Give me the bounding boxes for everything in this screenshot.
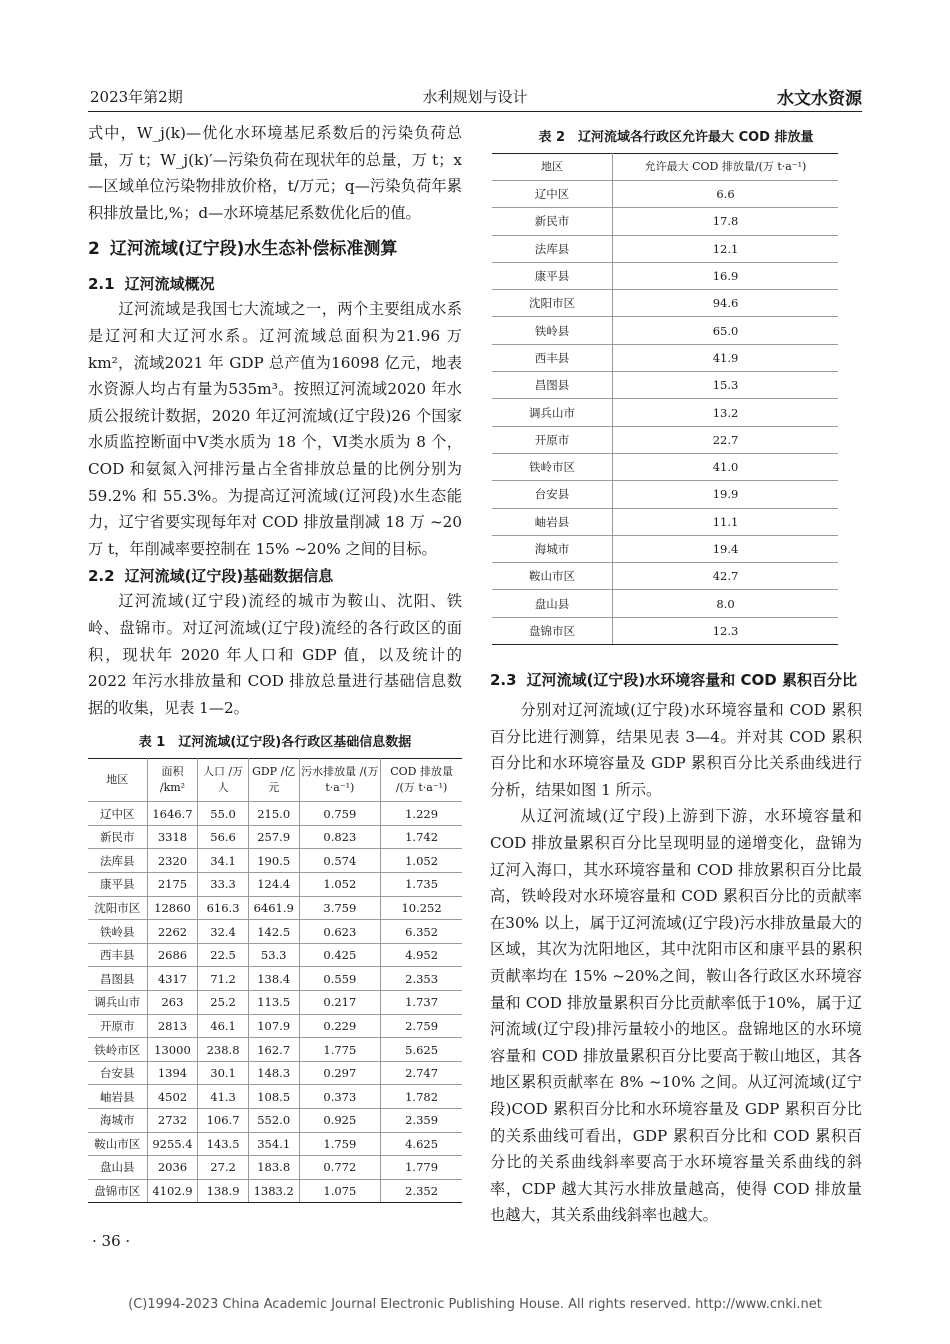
table1-cell: 13000 [147, 1038, 198, 1062]
table2-row [492, 617, 838, 644]
table1-cell: 1.229 [381, 802, 462, 826]
table1-cell: 3.759 [299, 896, 381, 920]
table2-row [492, 563, 838, 590]
table1-cell: 10.252 [381, 896, 462, 920]
table2-row [492, 535, 838, 562]
table1-cell: 6461.9 [248, 896, 299, 920]
section-2-1-paragraph: 辽河流域是我国七大流域之一，两个主要组成水系是辽河和大辽河水系。辽河流域总面积为21.96 万 km²，流域2021 年 GDP 总产值为16098 亿元，地表水资源人均占有量为535m³。按照辽河流域2020 年水质公报统计数据，2020 年辽河流域(辽宁段)26 个国家水质监控断面中Ⅴ类水质为 18 个，Ⅵ类水质为 8 个，COD 和氨氮入河排污量占全省排放总量的比例分别为 59.2% 和 55.3%。为提高辽河流域(辽河段)水生态能力，辽宁省要实现每年对 COD 排放量削减 18 万 ~20 万 t，年削减率要控制在 15% ~20% 之间的目标。 [88, 300, 462, 558]
table1-cell: 0.425 [299, 943, 381, 967]
table1-cell: 0.297 [299, 1061, 381, 1085]
table2-cell: 19.9 [613, 481, 839, 508]
table2-cell: 盘山县 [492, 590, 613, 617]
table1-cell: 0.373 [299, 1085, 381, 1109]
table1-cell: 616.3 [198, 896, 249, 920]
table2-cell: 16.9 [613, 262, 839, 289]
table2-cell: 调兵山市 [492, 399, 613, 426]
table2-cell: 8.0 [613, 590, 839, 617]
table1-cell: 53.3 [248, 943, 299, 967]
table2-cell: 94.6 [613, 290, 839, 317]
table2-cell: 开原市 [492, 426, 613, 453]
table1-cell: 2036 [147, 1156, 198, 1180]
table2-row [492, 399, 838, 426]
table1-cell: 3318 [147, 825, 198, 849]
table1-cell: 138.9 [198, 1179, 249, 1203]
table1-row [88, 873, 462, 897]
table1-cell: 盘锦市区 [88, 1179, 147, 1203]
table1-cell: 铁岭县 [88, 920, 147, 944]
table2-row [492, 508, 838, 535]
table1-cell: 4502 [147, 1085, 198, 1109]
table2-cell: 盘锦市区 [492, 617, 613, 644]
table2-cell: 17.8 [613, 208, 839, 235]
table1-cell: 215.0 [248, 802, 299, 826]
table1-cell: 55.0 [198, 802, 249, 826]
right-column [490, 120, 862, 1229]
table2-cell: 康平县 [492, 262, 613, 289]
table1-cell: 1394 [147, 1061, 198, 1085]
table-1 [88, 758, 462, 1203]
section-2-2-heading [88, 564, 462, 588]
table-1-caption: 表 1 辽河流域(辽宁段)各行政区基础信息数据 [138, 735, 412, 751]
table2-cell: 沈阳市区 [492, 290, 613, 317]
table1-cell: 1.742 [381, 825, 462, 849]
table1-cell: 康平县 [88, 873, 147, 897]
section-2-number: 2 [88, 239, 100, 260]
table1-cell: 124.4 [248, 873, 299, 897]
journal-issue: 2023年第2期 [90, 88, 183, 106]
table1-cell: 552.0 [248, 1109, 299, 1133]
section-2-1-number: 2.1 [88, 275, 115, 294]
table1-cell: 1.779 [381, 1156, 462, 1180]
table1-cell: 1.052 [299, 873, 381, 897]
page-number: · 36 · [92, 1232, 131, 1250]
table-1-header-row [88, 759, 462, 802]
table2-row [492, 453, 838, 480]
section-label: 水文水资源 [777, 89, 862, 109]
table2-cell: 6.6 [613, 181, 839, 208]
table2-row [492, 235, 838, 262]
table1-cell: 铁岭市区 [88, 1038, 147, 1062]
table1-cell: 2686 [147, 943, 198, 967]
table1-cell: 2175 [147, 873, 198, 897]
table-1-header-cell: GDP /亿元 [248, 759, 299, 802]
table2-cell: 新民市 [492, 208, 613, 235]
table1-cell: 调兵山市 [88, 991, 147, 1015]
table1-cell: 5.625 [381, 1038, 462, 1062]
table2-cell: 12.1 [613, 235, 839, 262]
table2-cell: 41.0 [613, 453, 839, 480]
section-2-2-title: 辽河流域(辽宁段)基础数据信息 [124, 567, 334, 586]
section-2-1-title: 辽河流域概况 [124, 275, 215, 294]
section-2-3-paragraph-2: 从辽河流域(辽宁段)上游到下游，水环境容量和 COD 排放量累积百分比呈现明显的递增变化，盘锦为辽河入海口，其水环境容量和 COD 排放累积百分比最高，铁岭段对水环境容量和 COD 累积百分比的贡献率在30% 以上，属于辽河流域(辽宁段)污水排放量最大的区域，其次为沈阳地区，其中沈阳市区和康平县的累积贡献率均在 15% ~20%之间，鞍山各行政区水环境容量和 COD 排放量累积百分比贡献率低于10%，属于辽河流域(辽宁段)排污量较小的地区。盘锦地区的水环境容量和 COD 排放量累积百分比要高于鞍山地区，其各地区累积贡献率在 8% ~10% 之间。从辽河流域(辽宁段)COD 累积百分比和水环境容量及 GDP 累积百分比的关系曲线可看出，GDP 累积百分比和 COD 累积百分比的关系曲线斜率要高于水环境容量关系曲线的斜率，CDP 越大其污水排放量越高，使得 COD 排放量也越大，其关系曲线斜率也越大。 [490, 807, 862, 1225]
table1-cell: 4.625 [381, 1132, 462, 1156]
table2-row [492, 481, 838, 508]
table1-cell: 1.782 [381, 1085, 462, 1109]
table1-row [88, 825, 462, 849]
table1-cell: 4.952 [381, 943, 462, 967]
table1-cell: 1.775 [299, 1038, 381, 1062]
table1-cell: 昌图县 [88, 967, 147, 991]
section-2-3-title: 辽河流域(辽宁段)水环境容量和 COD 累积百分比 [526, 671, 857, 690]
table1-cell: 辽中区 [88, 802, 147, 826]
table1-cell: 4102.9 [147, 1179, 198, 1203]
table1-cell: 25.2 [198, 991, 249, 1015]
section-2-3-number: 2.3 [490, 671, 517, 690]
table1-cell: 2.353 [381, 967, 462, 991]
table2-cell: 22.7 [613, 426, 839, 453]
table1-row [88, 991, 462, 1015]
table1-cell: 148.3 [248, 1061, 299, 1085]
table1-cell: 0.772 [299, 1156, 381, 1180]
section-2-1-heading [88, 272, 462, 296]
table1-cell: 56.6 [198, 825, 249, 849]
copyright-footer: (C)1994-2023 China Academic Journal Electronic Publishing House. All rights reserved. http://www.cnki.net [128, 1297, 822, 1312]
table1-cell: 190.5 [248, 849, 299, 873]
table1-cell: 1.052 [381, 849, 462, 873]
table1-row [88, 1085, 462, 1109]
table1-cell: 1.735 [381, 873, 462, 897]
table1-cell: 岫岩县 [88, 1085, 147, 1109]
table1-cell: 1.759 [299, 1132, 381, 1156]
table-1-header-cell: 人口 /万人 [198, 759, 249, 802]
table1-cell: 0.559 [299, 967, 381, 991]
table1-cell: 107.9 [248, 1014, 299, 1038]
table1-cell: 113.5 [248, 991, 299, 1015]
table2-row [492, 317, 838, 344]
table2-cell: 15.3 [613, 372, 839, 399]
table1-cell: 西丰县 [88, 943, 147, 967]
table1-cell: 2732 [147, 1109, 198, 1133]
table1-cell: 354.1 [248, 1132, 299, 1156]
table1-cell: 0.925 [299, 1109, 381, 1133]
table1-cell: 2.747 [381, 1061, 462, 1085]
table1-cell: 33.3 [198, 873, 249, 897]
table2-cell: 12.3 [613, 617, 839, 644]
table1-cell: 142.5 [248, 920, 299, 944]
table2-cell: 19.4 [613, 535, 839, 562]
table2-cell: 65.0 [613, 317, 839, 344]
table1-cell: 46.1 [198, 1014, 249, 1038]
table1-cell: 0.229 [299, 1014, 381, 1038]
table1-cell: 2.759 [381, 1014, 462, 1038]
table1-cell: 台安县 [88, 1061, 147, 1085]
table1-cell: 1383.2 [248, 1179, 299, 1203]
section-2-3-heading [490, 667, 862, 693]
table2-cell: 海城市 [492, 535, 613, 562]
table-2-body [492, 181, 838, 645]
table1-cell: 263 [147, 991, 198, 1015]
table1-cell: 0.623 [299, 920, 381, 944]
table2-row [492, 262, 838, 289]
table1-row [88, 943, 462, 967]
table2-row [492, 208, 838, 235]
table2-row [492, 181, 838, 208]
table2-row [492, 590, 838, 617]
table1-cell: 2262 [147, 920, 198, 944]
table1-cell: 108.5 [248, 1085, 299, 1109]
table1-cell: 1646.7 [147, 802, 198, 826]
table1-cell: 12860 [147, 896, 198, 920]
table-2-header-row [492, 154, 838, 181]
table1-row [88, 1014, 462, 1038]
table1-row [88, 1132, 462, 1156]
table-1-header-cell: 污水排放量 /(万 t·a⁻¹) [299, 759, 381, 802]
table2-cell: 鞍山市区 [492, 563, 613, 590]
table1-cell: 9255.4 [147, 1132, 198, 1156]
table1-row [88, 1038, 462, 1062]
table2-row [492, 426, 838, 453]
table2-cell: 岫岩县 [492, 508, 613, 535]
table1-cell: 2320 [147, 849, 198, 873]
table-1-header-cell: COD 排放量 /(万 t·a⁻¹) [381, 759, 462, 802]
table2-cell: 台安县 [492, 481, 613, 508]
table2-row [492, 290, 838, 317]
table1-row [88, 967, 462, 991]
table2-row [492, 344, 838, 371]
table-1-header-cell: 面积 /km² [147, 759, 198, 802]
table1-cell: 30.1 [198, 1061, 249, 1085]
table1-row [88, 896, 462, 920]
table2-cell: 铁岭县 [492, 317, 613, 344]
table1-cell: 106.7 [198, 1109, 249, 1133]
table-1-body [88, 802, 462, 1203]
table-2-caption: 表 2 辽河流域各行政区允许最大 COD 排放量 [538, 130, 814, 145]
table2-cell: 法库县 [492, 235, 613, 262]
table1-cell: 鞍山市区 [88, 1132, 147, 1156]
table1-cell: 1.737 [381, 991, 462, 1015]
table-2 [492, 153, 838, 645]
table2-cell: 41.9 [613, 344, 839, 371]
table1-row [88, 1179, 462, 1203]
section-2-heading [88, 236, 462, 262]
table1-cell: 257.9 [248, 825, 299, 849]
table2-cell: 42.7 [613, 563, 839, 590]
table2-cell: 13.2 [613, 399, 839, 426]
table1-cell: 0.574 [299, 849, 381, 873]
table1-cell: 143.5 [198, 1132, 249, 1156]
table2-row [492, 372, 838, 399]
journal-title: 水利规划与设计 [422, 88, 528, 106]
table1-cell: 41.3 [198, 1085, 249, 1109]
table1-row [88, 920, 462, 944]
table1-cell: 6.352 [381, 920, 462, 944]
table1-cell: 新民市 [88, 825, 147, 849]
table1-cell: 海城市 [88, 1109, 147, 1133]
table2-cell: 辽中区 [492, 181, 613, 208]
table2-cell: 11.1 [613, 508, 839, 535]
table1-cell: 183.8 [248, 1156, 299, 1180]
section-2-2-number: 2.2 [88, 567, 115, 586]
table1-cell: 0.823 [299, 825, 381, 849]
table1-cell: 开原市 [88, 1014, 147, 1038]
table1-cell: 法库县 [88, 849, 147, 873]
table1-cell: 1.075 [299, 1179, 381, 1203]
table1-cell: 2813 [147, 1014, 198, 1038]
table1-cell: 2.359 [381, 1109, 462, 1133]
table1-cell: 沈阳市区 [88, 896, 147, 920]
table1-cell: 34.1 [198, 849, 249, 873]
table1-row [88, 802, 462, 826]
table1-cell: 0.217 [299, 991, 381, 1015]
table-1-header-cell: 地区 [88, 759, 147, 802]
section-2-2-paragraph: 辽河流域(辽宁段)流经的城市为鞍山、沈阳、铁岭、盘锦市。对辽河流域(辽宁段)流经的各行政区的面积，现状年 2020 年人口和 GDP 值，以及统计的 2022 年污水排放量和 COD 排放总量进行基础信息数据的收集，见表 1—2。 [88, 592, 462, 717]
table1-cell: 2.352 [381, 1179, 462, 1203]
table1-cell: 138.4 [248, 967, 299, 991]
table1-row [88, 1061, 462, 1085]
formula-explanation: 式中，W_j(k)—优化水环境基尼系数后的污染负荷总量，万 t；W_j(k)′—污染负荷在现状年的总量，万 t；x—区域单位污染物排放价格，t/万元；q—污染负荷年累积排放量比,%；d—水环境基尼系数优化后的值。 [88, 124, 462, 222]
table2-cell: 铁岭市区 [492, 453, 613, 480]
table1-cell: 32.4 [198, 920, 249, 944]
table1-cell: 4317 [147, 967, 198, 991]
section-2-title: 辽河流域(辽宁段)水生态补偿标准测算 [109, 239, 398, 260]
table1-cell: 162.7 [248, 1038, 299, 1062]
table1-cell: 238.8 [198, 1038, 249, 1062]
table1-cell: 71.2 [198, 967, 249, 991]
table1-cell: 0.759 [299, 802, 381, 826]
table1-row [88, 849, 462, 873]
header-rule [88, 111, 862, 112]
table1-cell: 22.5 [198, 943, 249, 967]
table-2-header-cell: 地区 [492, 154, 613, 181]
table1-row [88, 1156, 462, 1180]
section-2-3-paragraph-1: 分别对辽河流域(辽宁段)水环境容量和 COD 累积百分比进行测算，结果见表 3—4。并对其 COD 累积百分比和水环境容量及 GDP 累积百分比关系曲线进行分析，结果如图 1 所示。 [490, 701, 862, 799]
left-column [88, 120, 462, 1203]
table1-cell: 盘山县 [88, 1156, 147, 1180]
table-2-header-cell: 允许最大 COD 排放量/(万 t·a⁻¹) [613, 154, 839, 181]
table2-cell: 昌图县 [492, 372, 613, 399]
table2-cell: 西丰县 [492, 344, 613, 371]
table1-cell: 27.2 [198, 1156, 249, 1180]
table1-row [88, 1109, 462, 1133]
